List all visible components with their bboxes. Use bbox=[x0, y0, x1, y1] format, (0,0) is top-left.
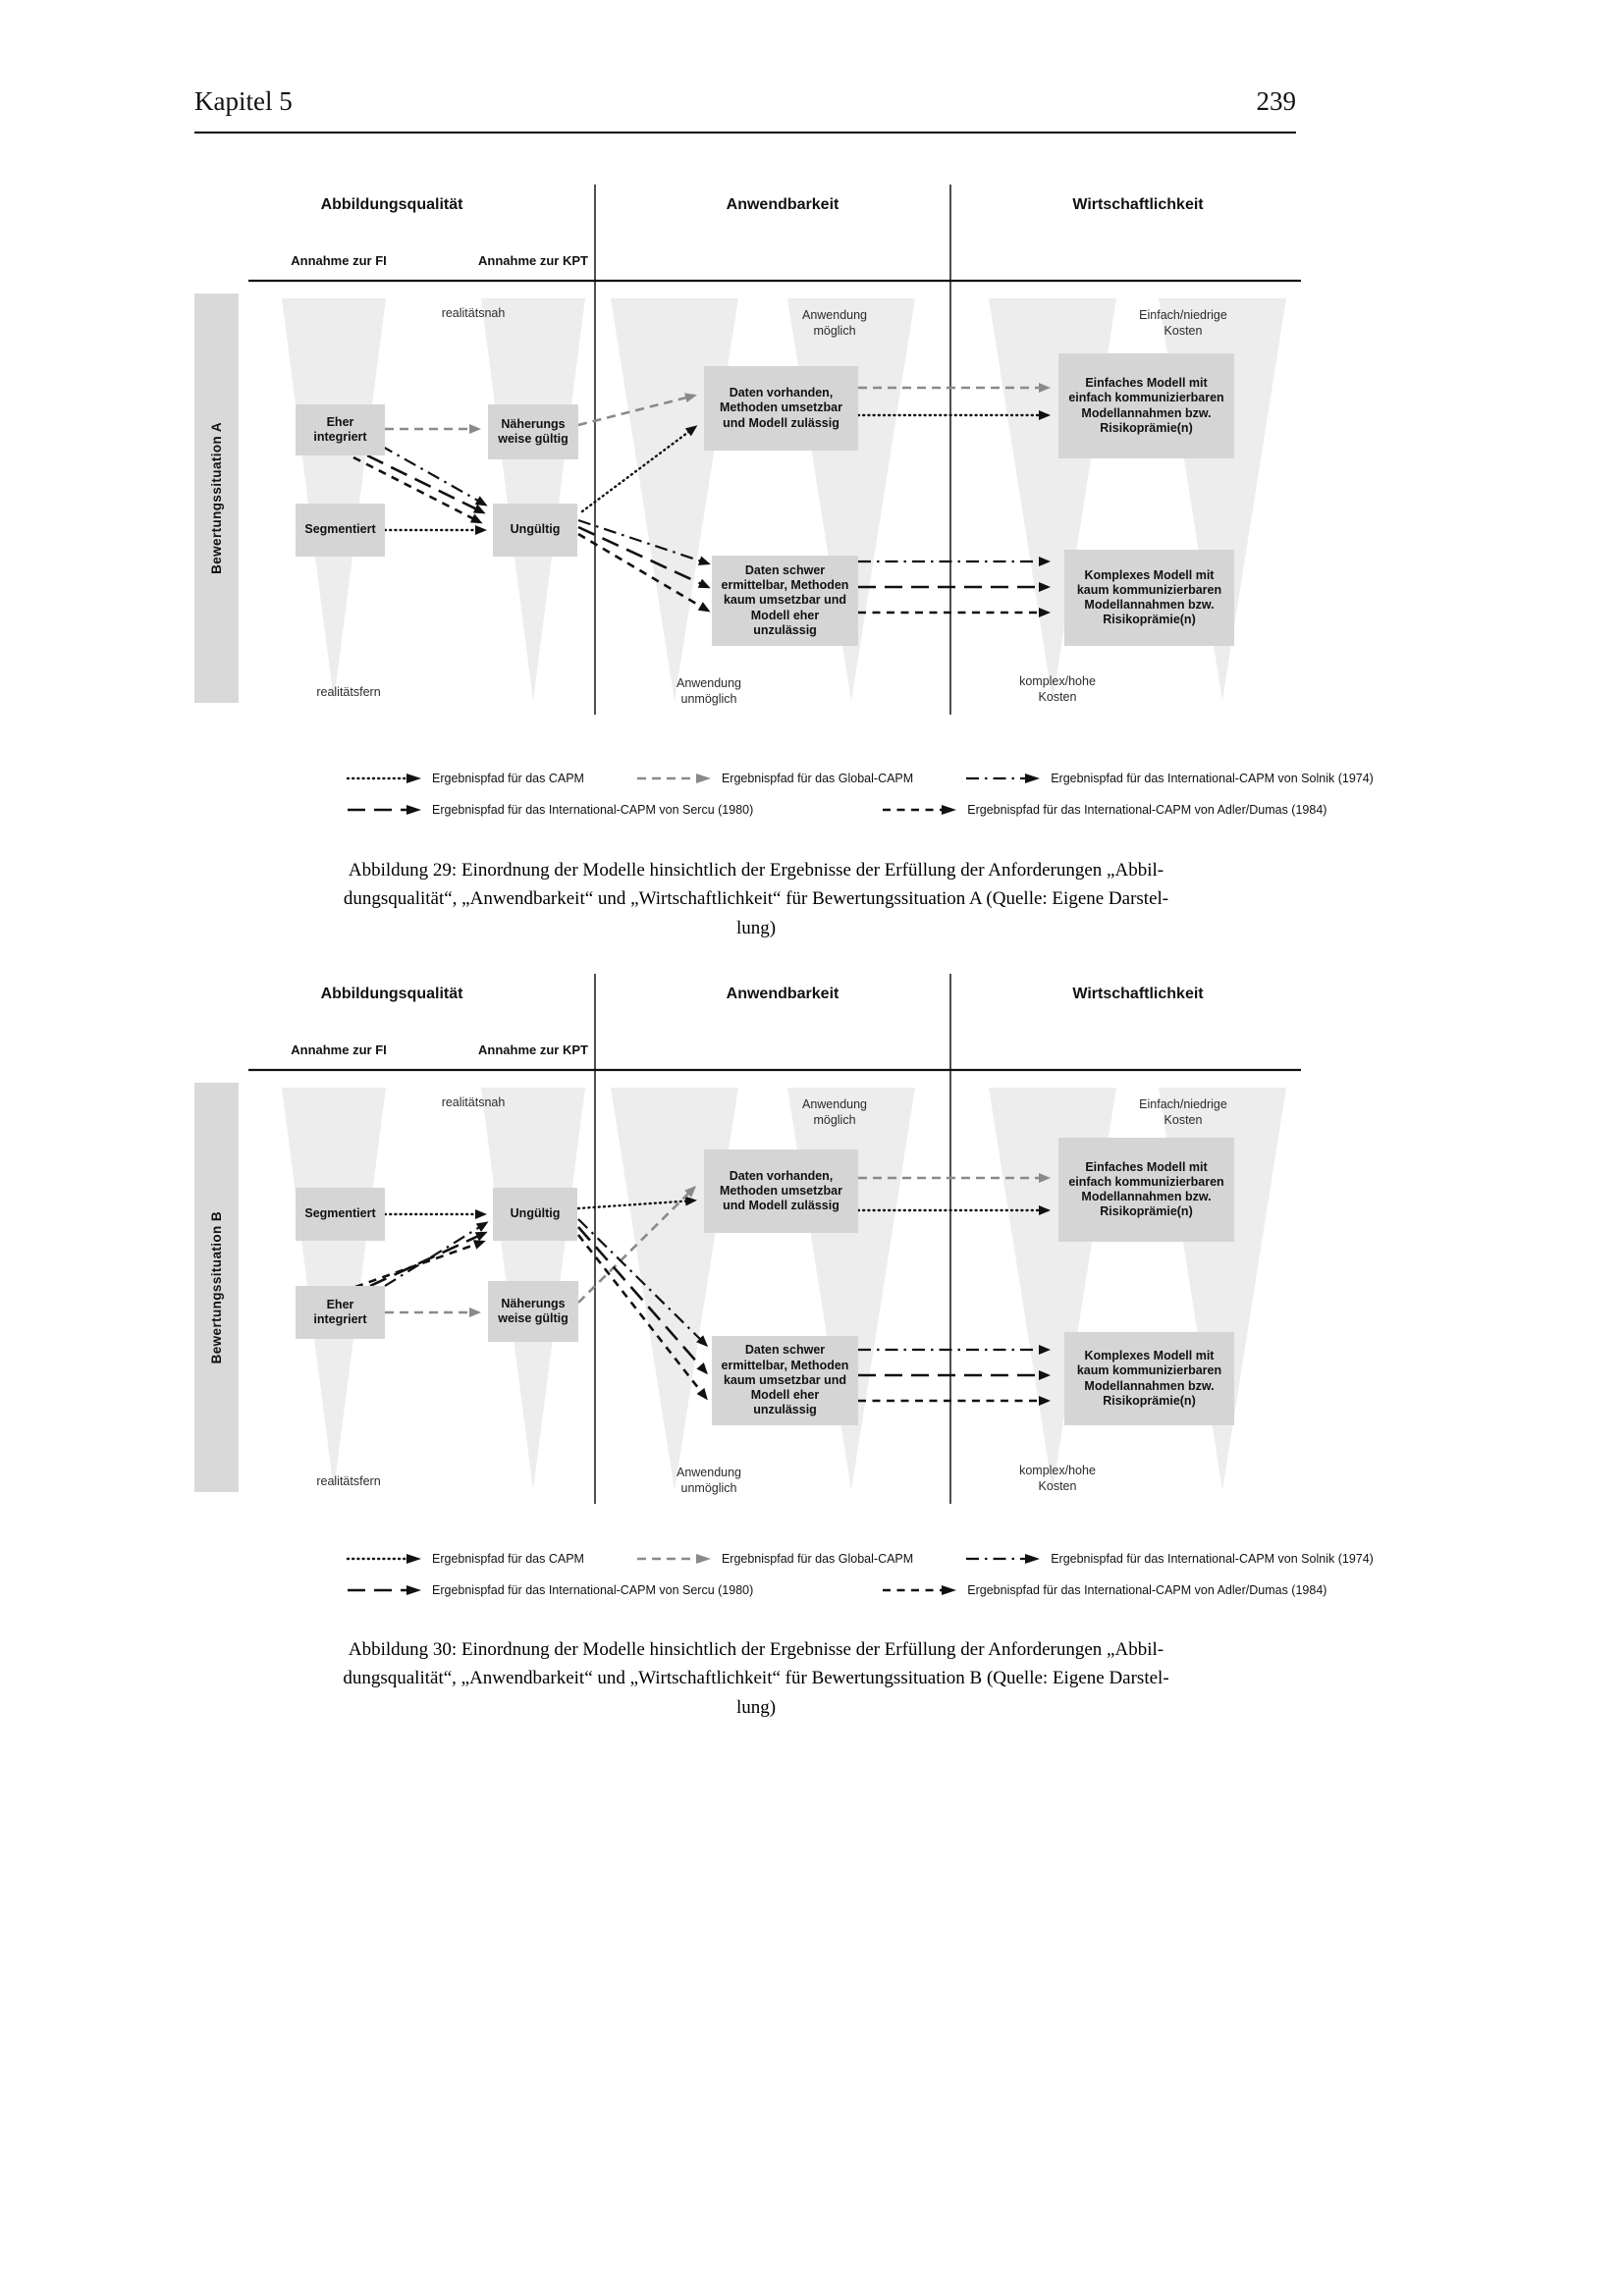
situation-sidebar bbox=[194, 1083, 239, 1492]
column-title-wirtschaftlichkeit: Wirtschaftlichkeit bbox=[1072, 986, 1204, 1002]
column-title-wirtschaftlichkeit: Wirtschaftlichkeit bbox=[1072, 196, 1204, 213]
scale-label-anwendung-moeglich: Anwendung möglich bbox=[801, 308, 868, 338]
legend-label: Ergebnispfad für das International-CAPM von Adler/Dumas (1984) bbox=[967, 1583, 1327, 1597]
box-ungueltig: Ungültig bbox=[493, 1188, 577, 1241]
situation-sidebar-label: Bewertungssituation B bbox=[209, 1210, 224, 1364]
short-dash-arrow-icon bbox=[881, 803, 959, 817]
long-dash-arrow-icon bbox=[346, 803, 424, 817]
situation-sidebar bbox=[194, 294, 239, 703]
caption-line: Abbildung 30: Einordnung der Modelle hinsichtlich der Ergebnisse der Erfüllung der Anforderungen „Abbil- bbox=[348, 1639, 1164, 1660]
box-komplexes-modell: Komplexes Modell mit kaum kommunizierbaren Modellannahmen bzw. Risikoprämie(n) bbox=[1064, 550, 1234, 646]
long-dash-arrow-icon bbox=[346, 1583, 424, 1597]
icapm-solnik-result-path bbox=[381, 446, 1048, 563]
caption-line: lung) bbox=[735, 1696, 777, 1718]
scale-label-einfach-niedrige-kosten: Einfach/niedrige Kosten bbox=[1139, 308, 1227, 338]
box-komplexes-modell: Komplexes Modell mit kaum kommunizierbaren Modellannahmen bzw. Risikoprämie(n) bbox=[1064, 1332, 1234, 1425]
box-daten-schwer: Daten schwer ermittelbar, Methoden kaum umsetzbar und Modell eher unzulässig bbox=[712, 556, 858, 646]
legend-item-icapm-sercu bbox=[346, 1583, 753, 1597]
legend-label: Ergebnispfad für das International-CAPM von Solnik (1974) bbox=[1051, 1552, 1374, 1566]
legend-item-icapm-adler-dumas bbox=[881, 1583, 1326, 1597]
box-ungueltig: Ungültig bbox=[493, 504, 577, 557]
column-title-abbildungsqualitaet: Abbildungsqualität bbox=[320, 196, 463, 213]
legend-item-capm bbox=[346, 772, 584, 785]
legend-item-icapm-sercu bbox=[346, 803, 753, 817]
page-header bbox=[194, 86, 1296, 117]
column-title-anwendbarkeit: Anwendbarkeit bbox=[726, 986, 839, 1002]
box-segmentiert: Segmentiert bbox=[296, 504, 385, 557]
box-daten-schwer: Daten schwer ermittelbar, Methoden kaum umsetzbar und Modell eher unzulässig bbox=[712, 1336, 858, 1425]
header-rule bbox=[194, 132, 1296, 133]
scale-label-anwendung-unmoeglich: Anwendung unmöglich bbox=[676, 1466, 742, 1495]
figure-b-caption bbox=[208, 1635, 1304, 1722]
gray-dashed-arrow-icon bbox=[635, 772, 714, 785]
legend-label: Ergebnispfad für das CAPM bbox=[432, 1552, 584, 1566]
scale-label-komplex-hohe-kosten: komplex/hohe Kosten bbox=[1019, 1464, 1096, 1493]
short-dash-arrow-icon bbox=[881, 1583, 959, 1597]
assumption-label-fi: Annahme zur FI bbox=[291, 1042, 387, 1057]
legend-item-global-capm bbox=[635, 772, 913, 785]
scale-label-einfach-niedrige-kosten: Einfach/niedrige Kosten bbox=[1139, 1097, 1227, 1127]
legend-item-capm bbox=[346, 1552, 584, 1566]
legend-label: Ergebnispfad für das International-CAPM von Adler/Dumas (1984) bbox=[967, 803, 1327, 817]
caption-line: lung) bbox=[735, 917, 777, 938]
legend-label: Ergebnispfad für das Global-CAPM bbox=[721, 772, 914, 785]
box-einfaches-modell: Einfaches Modell mit einfach kommunizierbaren Modellannahmen bzw. Risikoprämie(n) bbox=[1058, 1138, 1234, 1242]
box-naeherungsweise-gueltig: Näherungs weise gültig bbox=[488, 1281, 578, 1342]
box-daten-vorhanden: Daten vorhanden, Methoden umsetzbar und Modell zulässig bbox=[704, 1149, 858, 1233]
scale-label-realitaetsnah: realitätsnah bbox=[441, 1095, 506, 1109]
dotted-arrow-icon bbox=[346, 1552, 424, 1566]
legend-item-icapm-solnik bbox=[964, 1552, 1374, 1566]
figure-b-diagram bbox=[191, 972, 1311, 1510]
dotted-arrow-icon bbox=[346, 772, 424, 785]
scale-label-anwendung-moeglich: Anwendung möglich bbox=[801, 1097, 868, 1127]
box-eher-integriert: Eher integriert bbox=[296, 404, 385, 455]
box-eher-integriert: Eher integriert bbox=[296, 1286, 385, 1339]
legend-item-global-capm bbox=[635, 1552, 913, 1566]
figure-b-legend bbox=[346, 1552, 1374, 1615]
scale-label-anwendung-unmoeglich: Anwendung unmöglich bbox=[676, 676, 742, 706]
caption-line: Abbildung 29: Einordnung der Modelle hinsichtlich der Ergebnisse der Erfüllung der Anforderungen „Abbil- bbox=[348, 860, 1164, 881]
legend-item-icapm-adler-dumas bbox=[881, 803, 1326, 817]
legend-item-icapm-solnik bbox=[964, 772, 1374, 785]
legend-label: Ergebnispfad für das Global-CAPM bbox=[721, 1552, 914, 1566]
figure-a-legend bbox=[346, 772, 1374, 834]
column-title-abbildungsqualitaet: Abbildungsqualität bbox=[320, 986, 463, 1002]
box-daten-vorhanden: Daten vorhanden, Methoden umsetzbar und Modell zulässig bbox=[704, 366, 858, 451]
figure-a-caption bbox=[208, 856, 1304, 942]
column-title-anwendbarkeit: Anwendbarkeit bbox=[726, 196, 839, 213]
caption-line: dungsqualität“, „Anwendbarkeit“ und „Wirtschaftlichkeit“ für Bewertungssituation A (Quelle: Eigene Darstel- bbox=[343, 888, 1169, 910]
box-naeherungsweise-gueltig: Näherungs weise gültig bbox=[488, 404, 578, 459]
gray-dashed-arrow-icon bbox=[635, 1552, 714, 1566]
icapm-solnik-result-path bbox=[385, 1219, 1048, 1350]
chapter-heading: Kapitel 5 bbox=[194, 86, 293, 116]
scale-label-realitaetsnah: realitätsnah bbox=[441, 306, 506, 320]
page-number: 239 bbox=[1256, 86, 1296, 116]
assumption-label-fi: Annahme zur FI bbox=[291, 253, 387, 268]
legend-label: Ergebnispfad für das International-CAPM von Sercu (1980) bbox=[432, 1583, 754, 1597]
situation-sidebar-label: Bewertungssituation A bbox=[209, 422, 224, 574]
legend-label: Ergebnispfad für das CAPM bbox=[432, 772, 584, 785]
scale-label-realitaetsfern: realitätsfern bbox=[316, 685, 381, 699]
assumption-label-kpt: Annahme zur KPT bbox=[478, 1042, 588, 1057]
dash-dot-arrow-icon bbox=[964, 1552, 1043, 1566]
caption-line: dungsqualität“, „Anwendbarkeit“ und „Wirtschaftlichkeit“ für Bewertungssituation B (Quelle: Eigene Darstel- bbox=[343, 1668, 1169, 1689]
legend-label: Ergebnispfad für das International-CAPM von Sercu (1980) bbox=[432, 803, 754, 817]
legend-label: Ergebnispfad für das International-CAPM von Solnik (1974) bbox=[1051, 772, 1374, 785]
assumption-label-kpt: Annahme zur KPT bbox=[478, 253, 588, 268]
figure-a-diagram bbox=[191, 183, 1311, 721]
scale-label-realitaetsfern: realitätsfern bbox=[316, 1474, 381, 1488]
box-einfaches-modell: Einfaches Modell mit einfach kommunizierbaren Modellannahmen bzw. Risikoprämie(n) bbox=[1058, 353, 1234, 458]
scale-label-komplex-hohe-kosten: komplex/hohe Kosten bbox=[1019, 674, 1096, 704]
box-segmentiert: Segmentiert bbox=[296, 1188, 385, 1241]
dash-dot-arrow-icon bbox=[964, 772, 1043, 785]
